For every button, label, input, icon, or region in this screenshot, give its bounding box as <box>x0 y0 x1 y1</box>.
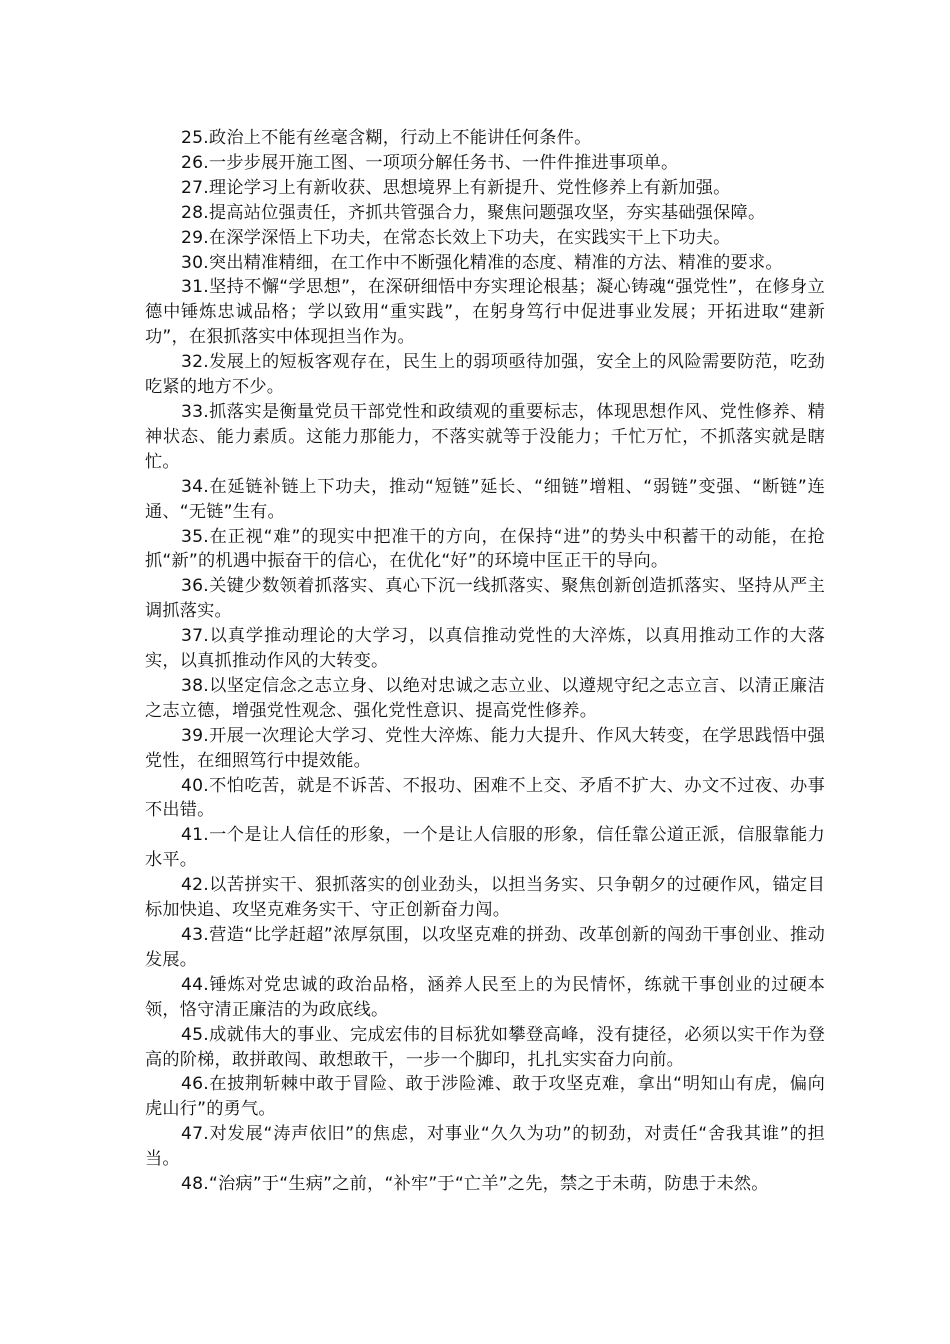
list-item: 27.理论学习上有新收获、思想境界上有新提升、党性修养上有新加强。 <box>181 177 731 198</box>
list-item: 36.关键少数领着抓落实、真心下沉一线抓落实、聚焦创新创造抓落实、坚持从严主调抓落实。 <box>145 576 825 622</box>
list-item: 30.突出精准精细，在工作中不断强化精准的态度、精准的方法、精准的要求。 <box>181 252 783 273</box>
list-item: 45.成就伟大的事业、完成宏伟的目标犹如攀登高峰，没有捷径，必须以实干作为登高的阶梯，敢拼敢闯、敢想敢干，一步一个脚印，扎扎实实奋力向前。 <box>145 1024 825 1070</box>
list-item: 46.在披荆斩棘中敢于冒险、敢于涉险滩、敢于攻坚克难，拿出“明知山有虎，偏向虎山行”的勇气。 <box>145 1074 825 1120</box>
document-body <box>145 126 825 1197</box>
list-item: 41.一个是让人信任的形象，一个是让人信服的形象，信任靠公道正派，信服靠能力水平。 <box>145 825 825 871</box>
list-item: 38.以坚定信念之志立身、以绝对忠诚之志立业、以遵规守纪之志立言、以清正廉洁之志立德，增强党性观念、强化党性意识、提高党性修养。 <box>145 675 825 721</box>
list-item: 40.不怕吃苦，就是不诉苦、不报功、困难不上交、矛盾不扩大、办文不过夜、办事不出错。 <box>145 775 825 821</box>
list-item: 44.锤炼对党忠诚的政治品格，涵养人民至上的为民情怀，练就干事创业的过硬本领，恪守清正廉洁的为政底线。 <box>145 974 825 1020</box>
list-item: 39.开展一次理论大学习、党性大淬炼、能力大提升、作风大转变，在学思践悟中强党性，在细照笃行中提效能。 <box>145 725 825 771</box>
list-item: 25.政治上不能有丝毫含糊，行动上不能讲任何条件。 <box>181 128 592 148</box>
list-item: 33.抓落实是衡量党员干部党性和政绩观的重要标志，体现思想作风、党性修养、精神状态、能力素质。这能力那能力，不落实就等于没能力；千忙万忙，不抓落实就是瞎忙。 <box>145 401 825 472</box>
list-item: 31.坚持不懈“学思想”，在深研细悟中夯实理论根基；凝心铸魂“强党性”，在修身立德中锤炼忠诚品格；学以致用“重实践”，在躬身笃行中促进事业发展；开拓进取“建新功”，在狠抓落实中体现担当作为。 <box>145 277 825 348</box>
list-item: 29.在深学深悟上下功夫，在常态长效上下功夫，在实践实干上下功夫。 <box>181 227 731 248</box>
list-item: 28.提高站位强责任，齐抓共管强合力，聚焦问题强攻坚，夯实基础强保障。 <box>181 202 766 223</box>
list-item: 35.在正视“难”的现实中把准干的方向，在保持“进”的势头中积蓄干的动能，在抢抓“新”的机遇中振奋干的信心，在优化“好”的环境中匡正干的导向。 <box>145 526 825 572</box>
list-item: 34.在延链补链上下功夫，推动“短链”延长、“细链”增粗、“弱链”变强、“断链”连通、“无链”生有。 <box>145 476 825 522</box>
list-item: 43.营造“比学赶超”浓厚氛围，以攻坚克难的拼劲、改革创新的闯劲干事创业、推动发展。 <box>145 925 825 970</box>
list-item: 37.以真学推动理论的大学习，以真信推动党性的大淬炼，以真用推动工作的大落实，以真抓推动作风的大转变。 <box>145 626 825 672</box>
list-item: 48.“治病”于“生病”之前，“补牢”于“亡羊”之先，禁之于未萌，防患于未然。 <box>181 1174 769 1195</box>
list-item: 26.一步步展开施工图、一项项分解任务书、一件件推进事项单。 <box>181 152 679 173</box>
list-item: 32.发展上的短板客观存在，民生上的弱项亟待加强，安全上的风险需要防范，吃劲吃紧的地方不少。 <box>145 352 825 398</box>
list-item: 42.以苦拼实干、狠抓落实的创业劲头，以担当务实、只争朝夕的过硬作风，锚定目标加快追、攻坚克难务实干、守正创新奋力闯。 <box>145 875 825 921</box>
list-item: 47.对发展“涛声依旧”的焦虑，对事业“久久为功”的韧劲，对责任“舍我其谁”的担当。 <box>145 1124 825 1170</box>
